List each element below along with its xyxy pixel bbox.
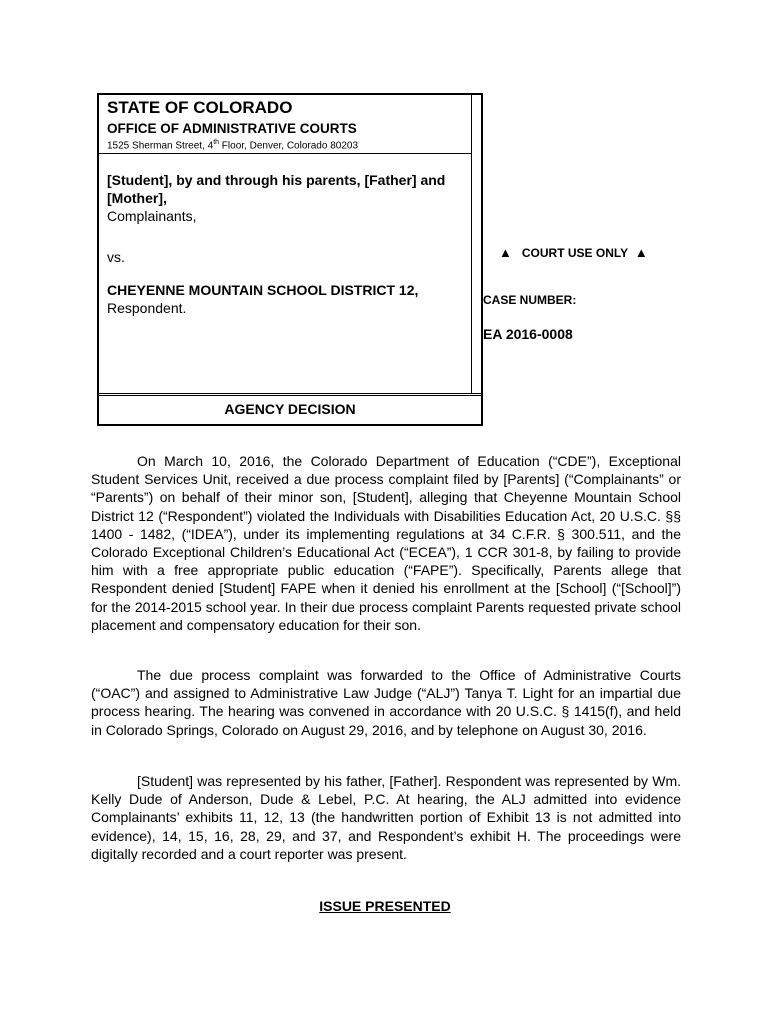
complainants-block xyxy=(107,171,469,225)
paragraph: The due process complaint was forwarded to the Office of Administrative Courts (“OAC”) and assigned to Administrative Law Judge (“ALJ”) Tanya T. Light for an impartial due process hearing. The hearing was convened in accordance with 20 U.S.C. § 1415(f), and held in Colorado Springs, Colorado on August 29, 2016, and by telephone on August 30, 2016. xyxy=(91,667,681,738)
caption-court-divider xyxy=(99,153,471,154)
office-name: OFFICE OF ADMINISTRATIVE COURTS xyxy=(107,121,357,136)
respondent-role: Respondent. xyxy=(107,300,187,316)
complainants-names: [Student], by and through his parents, [Father] and [Mother], xyxy=(107,172,446,206)
case-number: EA 2016-0008 xyxy=(483,326,573,342)
court-address: 1525 Sherman Street, 4th Floor, Denver, Colorado 80203 xyxy=(107,139,359,152)
respondent-name: CHEYENNE MOUNTAIN SCHOOL DISTRICT 12, xyxy=(107,282,419,298)
paragraph: [Student] was represented by his father, [Father]. Respondent was represented by Wm. Kelly Dude of Anderson, Dude & Lebel, P.C. At hearing, the ALJ admitted into evidence Complainants’ exhibits 11, 12, 13 (the handwritten portion of Exhibit 13 is not admitted into evidence), 14, 15, 16, 28, 29, and 37, and Respondent’s exhibit H. The proceedings were digitally recorded and a court reporter was present. xyxy=(91,773,681,862)
complainants-role: Complainants, xyxy=(107,208,197,224)
case-number-label: CASE NUMBER: xyxy=(483,293,577,307)
versus-label: vs. xyxy=(107,249,125,265)
caption-bottom-divider-double xyxy=(99,395,481,396)
up-arrow-icon: ▲ xyxy=(499,245,512,260)
court-name: STATE OF COLORADO xyxy=(107,98,293,117)
issue-presented-heading: ISSUE PRESENTED xyxy=(319,898,451,914)
caption-box xyxy=(97,93,648,426)
caption-vertical-divider xyxy=(471,95,472,394)
decision-title: AGENCY DECISION xyxy=(224,401,356,417)
caption-bottom-divider xyxy=(99,393,481,394)
respondent-block xyxy=(107,281,469,317)
up-arrow-icon: ▲ xyxy=(634,245,648,260)
paragraph: On March 10, 2016, the Colorado Department of Education (“CDE”), Exceptional Student Services Unit, received a due process complaint filed by [Parents] (“Complainants” or “Parents”) on behalf of their minor son, [Student], alleging that Cheyenne Mountain School District 12 (“Respondent”) violated the Individuals with Disabilities Education Act, 20 U.S.C. §§ 1400 - 1482, (“IDEA”), under its implementing regulations at 34 C.F.R. § 300.511, and the Colorado Exceptional Children’s Educational Act (“ECEA”), 1 CCR 301-8, by failing to provide him with a free appropriate public education (“FAPE”). Specifically, Parents allege that Respondent denied [Student] FAPE when it denied his enrollment at the [School] (“[School]”) for the 2014-2015 school year. In their due process complaint Parents requested private school placement and compensatory education for their son. xyxy=(91,453,681,633)
court-use-only-label: ▲ COURT USE ONLY ▲ xyxy=(499,245,648,260)
